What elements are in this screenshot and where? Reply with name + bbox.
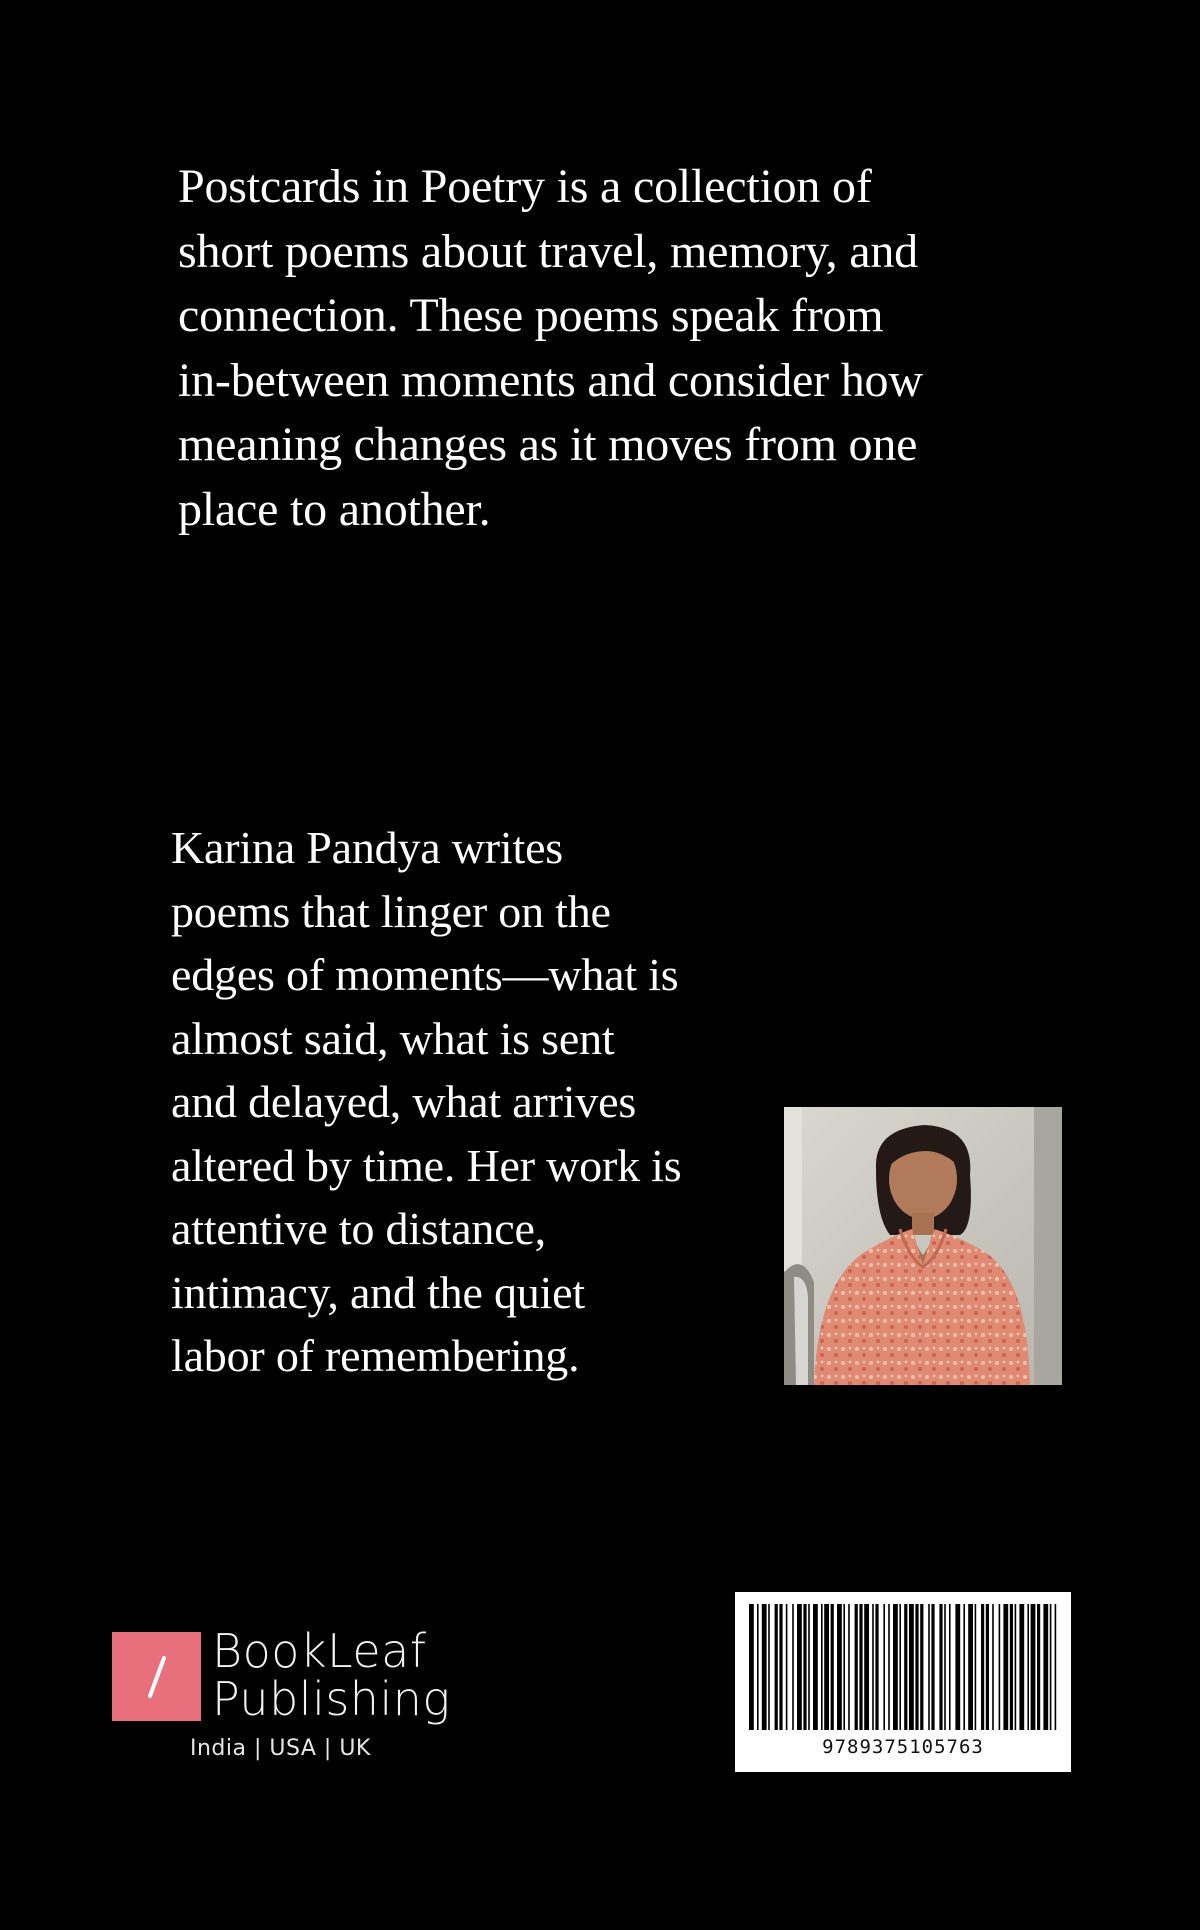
bio-line: edges of moments—what is — [171, 949, 679, 1000]
bio-line: Karina Pandya writes — [171, 822, 563, 873]
barcode-bar — [855, 1604, 858, 1730]
barcode-bar — [875, 1604, 878, 1730]
barcode-bar — [843, 1604, 845, 1730]
barcode-bar — [939, 1604, 942, 1730]
book-blurb — [178, 155, 998, 542]
bio-line: altered by time. Her work is — [171, 1139, 682, 1191]
barcode-bar — [949, 1604, 951, 1730]
barcode-bar — [1027, 1604, 1029, 1730]
barcode-bar — [1003, 1604, 1008, 1730]
publisher-logo — [112, 1624, 492, 1778]
barcode-bar — [824, 1604, 829, 1730]
isbn-number: 9789375105763 — [822, 1736, 984, 1758]
barcode-bar — [975, 1604, 977, 1730]
barcode-bar — [779, 1604, 782, 1730]
barcode-bar — [915, 1604, 918, 1730]
bio-line: poems that linger on the — [171, 885, 611, 937]
barcode-bar — [792, 1604, 794, 1730]
barcode-bar — [864, 1604, 869, 1730]
barcode-bar — [768, 1604, 770, 1730]
blurb-line: Postcards in Poetry is a collection of — [178, 160, 872, 213]
barcode-bar — [803, 1604, 806, 1730]
barcode-bar — [893, 1604, 898, 1730]
isbn-barcode — [735, 1592, 1071, 1772]
barcode-bar — [797, 1604, 802, 1730]
barcode-bar — [968, 1604, 973, 1730]
barcode-bar — [1043, 1604, 1048, 1730]
barcode-bar — [859, 1604, 862, 1730]
barcode-bar — [831, 1604, 834, 1730]
barcode-bar — [1055, 1604, 1057, 1730]
bio-line: and delayed, what arrives — [171, 1076, 637, 1127]
barcode-bar — [1037, 1604, 1040, 1730]
barcode-bar — [899, 1604, 901, 1730]
barcode-bar — [821, 1604, 823, 1730]
barcode-bar — [1019, 1604, 1024, 1730]
barcode-bar — [992, 1604, 994, 1730]
blurb-line: meaning changes as it moves from one — [178, 418, 918, 471]
barcode-bar — [928, 1604, 930, 1730]
barcode-bar — [1015, 1604, 1017, 1730]
barcode-bar — [775, 1604, 778, 1730]
barcode-bar — [786, 1604, 788, 1730]
barcode-bar — [848, 1604, 850, 1730]
barcode-bar — [888, 1604, 890, 1730]
barcode-bar — [955, 1604, 960, 1730]
author-bio — [171, 816, 731, 1388]
barcode-bar — [762, 1604, 767, 1730]
barcode-bar — [1031, 1604, 1036, 1730]
barcode-bar — [904, 1604, 907, 1730]
bio-line: labor of remembering. — [171, 1330, 580, 1381]
barcode-bar — [1010, 1604, 1013, 1730]
logo-mark — [112, 1632, 201, 1721]
barcode-bar — [813, 1604, 818, 1730]
blurb-line: in-between moments and consider how — [178, 353, 923, 407]
barcode-bar — [872, 1604, 874, 1730]
bio-line: attentive to distance, — [171, 1203, 546, 1254]
bio-line: almost said, what is sent — [171, 1012, 615, 1064]
barcode-bar — [963, 1604, 965, 1730]
blurb-line: connection. These poems speak from — [178, 289, 884, 342]
barcode-bar — [999, 1604, 1001, 1730]
barcode-bar — [757, 1604, 759, 1730]
publisher-name-line2: Publishing — [212, 1672, 451, 1726]
barcode-bar — [920, 1604, 923, 1730]
barcode-bar — [944, 1604, 946, 1730]
barcode-bar — [931, 1604, 934, 1730]
publisher-name-line1: BookLeaf — [212, 1624, 427, 1678]
barcode-bar — [837, 1604, 842, 1730]
author-photo — [784, 1107, 1062, 1385]
barcode-bar — [808, 1604, 810, 1730]
barcode-bar — [749, 1604, 754, 1730]
barcode-bar — [883, 1604, 885, 1730]
barcode-bar — [986, 1604, 989, 1730]
bio-line: intimacy, and the quiet — [171, 1266, 585, 1318]
publisher-regions: India | USA | UK — [190, 1736, 371, 1761]
barcode-bar — [909, 1604, 914, 1730]
blurb-line: short poems about travel, memory, and — [178, 224, 918, 278]
barcode-bar — [1050, 1604, 1052, 1730]
slash-icon — [112, 1632, 201, 1721]
barcode-bar — [981, 1604, 984, 1730]
blurb-line: place to another. — [178, 482, 491, 536]
